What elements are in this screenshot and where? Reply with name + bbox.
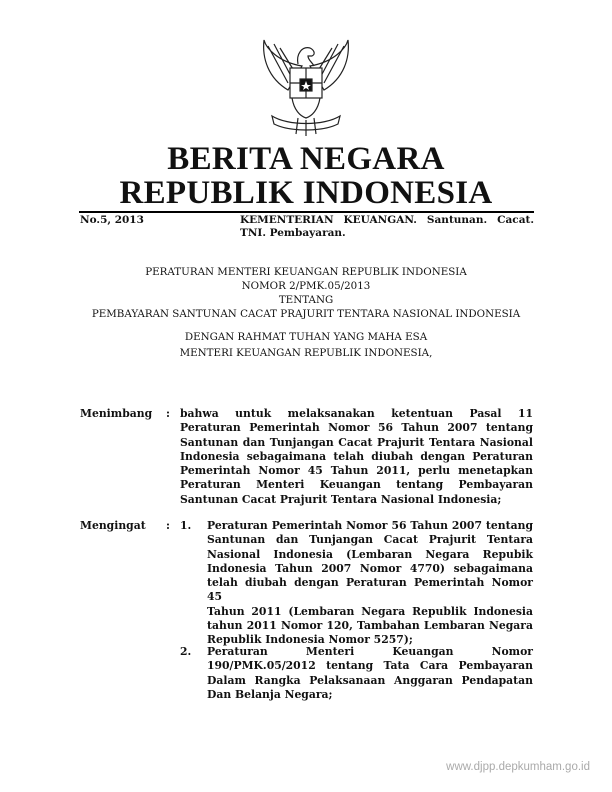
text-line: Dalam Rangka Pelaksanaan Anggaran Pendapatan: [207, 673, 533, 687]
regulation-tentang: TENTANG: [278, 294, 334, 306]
text-line: telah diubah dengan Peraturan Pemerintah Nomor 45: [207, 576, 533, 604]
gazette-subject-line-1: KEMENTERIAN KEUANGAN. Santunan. Cacat.: [240, 214, 534, 226]
item-number: 2.: [180, 645, 192, 658]
mengingat-colon: :: [166, 519, 170, 532]
title-line-2: REPUBLIK INDONESIA: [119, 175, 493, 211]
text-line: Pemerintah Nomor 45 Tahun 2011, perlu menetapkan: [180, 464, 533, 478]
website-watermark: www.djpp.depkumham.go.id: [446, 761, 590, 773]
text-line: Tahun 2011 (Lembaran Negara Republik Indonesia: [207, 604, 533, 618]
text-line: Peraturan Menteri Keuangan Nomor: [207, 645, 533, 658]
mengingat-item-1: [207, 519, 533, 648]
item-number: 1.: [180, 519, 192, 532]
gazette-number: No.5, 2013: [80, 214, 144, 226]
menimbang-colon: :: [166, 407, 170, 420]
text-line: Indonesia sebagaimana telah diubah dengan Peraturan: [180, 449, 533, 463]
text-line: Indonesia Tahun 2007 Nomor 4770) sebagaimana: [207, 561, 533, 575]
title-line-1: BERITA NEGARA: [167, 141, 445, 177]
text-line: tahun 2011 Nomor 120, Tambahan Lembaran Negara: [207, 619, 533, 633]
gazette-subject-line-2: TNI. Pembayaran.: [240, 227, 346, 239]
menimbang-text: [180, 407, 533, 507]
garuda-emblem-icon: [258, 38, 354, 138]
text-line: Peraturan Menteri Keuangan tentang Pembayaran: [180, 478, 533, 492]
text-line: bahwa untuk melaksanakan ketentuan Pasal 11: [180, 407, 533, 420]
text-line: Peraturan Pemerintah Nomor 56 Tahun 2007 tentang: [207, 519, 533, 532]
text-line: Santunan dan Tunjangan Cacat Prajurit Tentara Nasional: [180, 435, 533, 449]
text-line: Dan Belanja Negara;: [207, 687, 333, 701]
regulation-number: NOMOR 2/PMK.05/2013: [241, 280, 371, 292]
mengingat-item-2: [207, 645, 533, 702]
text-line: Peraturan Pemerintah Nomor 56 Tahun 2007 tentang: [180, 421, 533, 435]
text-line: Santunan Cacat Prajurit Tentara Nasional Indonesia;: [180, 492, 502, 506]
text-line: Republik Indonesia Nomor 5257);: [207, 633, 413, 647]
minister-heading: MENTERI KEUANGAN REPUBLIK INDONESIA,: [179, 347, 433, 359]
title-rule: [79, 211, 534, 213]
text-line: 190/PMK.05/2012 tentang Tata Cara Pembayaran: [207, 659, 533, 673]
regulation-title: PERATURAN MENTERI KEUANGAN REPUBLIK INDONESIA: [145, 266, 467, 278]
menimbang-label: Menimbang: [80, 407, 153, 420]
text-line: Nasional Indonesia (Lembaran Negara Repubik: [207, 547, 533, 561]
regulation-subject: PEMBAYARAN SANTUNAN CACAT PRAJURIT TENTARA NASIONAL INDONESIA: [91, 308, 521, 320]
mengingat-label: Mengingat: [80, 519, 146, 532]
invocation: DENGAN RAHMAT TUHAN YANG MAHA ESA: [184, 331, 428, 343]
text-line: Santunan dan Tunjangan Cacat Prajurit Tentara: [207, 533, 533, 547]
